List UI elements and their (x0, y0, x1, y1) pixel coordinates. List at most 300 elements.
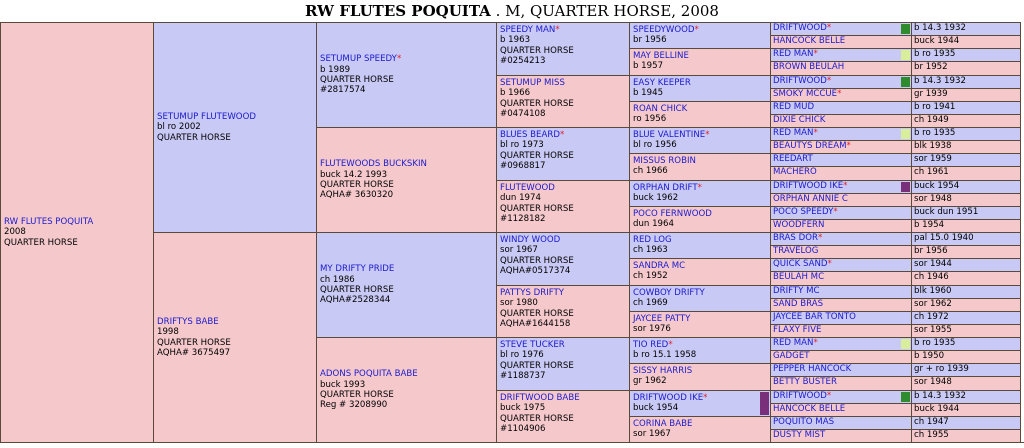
horse-name-link[interactable]: HANCOCK BELLE (773, 404, 846, 414)
horse-name-line (500, 393, 626, 403)
star-marker: * (813, 128, 818, 138)
horse-info-line: sor 1976 (633, 324, 671, 335)
pedigree-cell-great-grandparent (496, 22, 630, 76)
pedigree-cell-gen6-info (911, 180, 1021, 194)
horse-info-line: AQHA#2528344 (320, 295, 391, 306)
horse-name-link[interactable]: DIXIE CHICK (773, 115, 826, 125)
pedigree-cell-gen5 (629, 232, 771, 259)
horse-info-line: dun 1964 (633, 219, 674, 230)
pedigree-cell-content (500, 130, 626, 172)
horse-name-link[interactable]: COWBOY DRIFTY (633, 288, 705, 298)
pedigree-cell-content (320, 369, 493, 411)
horse-info-line: Reg # 3208990 (320, 400, 388, 411)
horse-info-line: b 1963 (500, 35, 531, 46)
horse-info-line: sor 1944 (914, 259, 952, 269)
horse-info-line: AQHA# 3675497 (157, 347, 231, 358)
pedigree-cell-gen6-info (911, 271, 1021, 286)
horse-name-link[interactable]: PATTYS DRIFTY (500, 288, 565, 298)
pedigree-cell-content (500, 340, 626, 382)
pedigree-cell-gen6-name (770, 258, 912, 272)
pedigree-cell-gen6-name (770, 350, 912, 364)
horse-name-link[interactable]: FLUTEWOODS BUCKSKIN (320, 159, 427, 170)
horse-info-line: ch 1955 (914, 430, 949, 440)
horse-info-line: br 1956 (633, 35, 667, 46)
pedigree-cell-content (320, 264, 493, 306)
pedigree-cell-gen6-name (770, 48, 912, 62)
horse-info-line: sor 1962 (914, 299, 952, 309)
horse-name-link[interactable]: RW FLUTES POQUITA (4, 216, 94, 227)
star-marker: * (555, 25, 560, 35)
horse-name-link[interactable]: STEVE TUCKER (500, 340, 565, 350)
horse-name-link[interactable]: RED MAN (773, 49, 814, 59)
horse-info-line: #0474108 (500, 109, 546, 120)
pedigree-cell-gen6-name (770, 22, 912, 36)
pedigree-cell-gen6-name (770, 285, 912, 299)
horse-name-link[interactable]: RED MAN (773, 338, 814, 348)
pedigree-cell-content (157, 112, 313, 143)
pedigree-cell-gen6-name (770, 114, 912, 128)
horse-name-link[interactable]: BETTY BUSTER (773, 377, 837, 387)
horse-info-line: ch 1961 (914, 167, 949, 177)
pedigree-cell-gen6-info (911, 22, 1021, 36)
star-marker: * (694, 25, 699, 35)
horse-name-link[interactable]: JAYCEE BAR TONTO (773, 312, 856, 322)
pedigree-cell-content (633, 235, 767, 256)
pedigree-cell-gen6-info (911, 35, 1021, 49)
pedigree-cell-gen6-info (911, 403, 1021, 417)
horse-name-link[interactable]: TIO RED (633, 340, 669, 350)
pedigree-cell-gen5 (629, 258, 771, 286)
horse-name-line (500, 288, 626, 298)
pedigree-cell-gen6-info (911, 245, 1021, 259)
horse-name-link[interactable]: POCO FERNWOOD (633, 209, 712, 219)
horse-name-link[interactable]: HANCOCK BELLE (773, 36, 846, 46)
horse-name-line (633, 51, 767, 61)
horse-info-line: dun 1974 (500, 193, 541, 204)
horse-info-line: QUARTER HORSE (157, 337, 231, 348)
horse-name-link[interactable]: DRIFTY MC (773, 286, 820, 296)
pedigree-cell-gen6-name (770, 363, 912, 377)
horse-info-line: #0968817 (500, 161, 546, 172)
horse-name-line (633, 419, 767, 429)
horse-info-line: b ro 1935 (914, 49, 956, 59)
horse-details-title: . M, QUARTER HORSE, 2008 (490, 2, 719, 20)
pedigree-cell-gen6-info (911, 206, 1021, 220)
horse-name-line (320, 264, 493, 274)
pedigree-cell-content (4, 217, 150, 248)
horse-info-line: #1128182 (500, 214, 546, 225)
horse-name-link[interactable]: GADGET (773, 351, 810, 361)
horse-name-line (633, 261, 767, 271)
horse-name-line (500, 183, 626, 193)
pedigree-cell-gen5 (629, 206, 771, 233)
horse-name-line (500, 130, 626, 140)
pedigree-cell-great-grandparent (496, 285, 630, 338)
pedigree-cell-gen5 (629, 75, 771, 102)
horse-info-line: pal 15.0 1940 (914, 233, 974, 243)
horse-info-line: QUARTER HORSE (500, 413, 574, 424)
horse-name-line (633, 340, 767, 350)
horse-name-link[interactable]: TRAVELOG (773, 246, 819, 256)
pedigree-cell-gen6-name (770, 376, 912, 391)
horse-info-line: buck 14.2 1993 (320, 169, 388, 180)
pedigree-cell-gen6-name (770, 298, 912, 312)
pedigree-cell-subject (0, 22, 154, 443)
star-marker: * (813, 338, 818, 348)
horse-name-link[interactable]: DRIFTWOOD BABE (500, 393, 580, 403)
pedigree-cell-gen6-name (770, 271, 912, 286)
horse-info-line: gr + ro 1939 (914, 364, 969, 374)
horse-name-link[interactable]: SPEEDY MAN (500, 25, 556, 35)
horse-info-line: buck 1944 (914, 404, 960, 414)
pedigree-cell-parent (153, 232, 317, 443)
pedigree-cell-gen5 (629, 390, 771, 417)
pedigree-cell-gen6-info (911, 416, 1021, 430)
color-swatch (901, 339, 910, 349)
horse-info-line: b 14.3 1932 (914, 23, 966, 33)
horse-name-link[interactable]: WOODFERN (773, 220, 825, 230)
horse-name-line (633, 393, 767, 403)
horse-name-link[interactable]: EASY KEEPER (633, 78, 691, 88)
horse-name-link[interactable]: QUICK SAND (773, 259, 828, 269)
pedigree-cell-gen5 (629, 153, 771, 181)
horse-info-line: QUARTER HORSE (500, 150, 574, 161)
pedigree-cell-gen6-info (911, 363, 1021, 377)
horse-name-link[interactable]: SMOKY MCCUE (773, 89, 838, 99)
horse-info-line: 1998 (157, 327, 179, 338)
horse-name-link[interactable]: SANDRA MC (633, 261, 686, 271)
pedigree-cell-gen6-name (770, 75, 912, 89)
horse-name-line (633, 235, 767, 245)
pedigree-cell-content (633, 314, 767, 335)
horse-info-line: br 1952 (914, 62, 948, 72)
horse-info-line: buck 1954 (914, 181, 960, 191)
horse-name-link[interactable]: MACHERO (773, 167, 817, 177)
pedigree-cell-gen6-name (770, 206, 912, 220)
horse-name-line (320, 369, 493, 379)
horse-info-line: buck 1975 (500, 403, 546, 414)
horse-name-link[interactable]: JAYCEE PATTY (633, 314, 691, 324)
horse-info-line: sor 1980 (500, 298, 538, 309)
horse-name-line (633, 130, 767, 140)
horse-info-line: AQHA#0517374 (500, 266, 571, 277)
horse-info-line: b ro 1935 (914, 128, 956, 138)
pedigree-cell-gen6-info (911, 127, 1021, 141)
pedigree-cell-great-grandparent (496, 75, 630, 128)
pedigree-cell-parent (153, 22, 317, 233)
horse-info-line: sor 1959 (914, 154, 952, 164)
horse-info-line: b 1966 (500, 88, 531, 99)
pedigree-cell-gen6-info (911, 193, 1021, 207)
horse-info-line: b 1989 (320, 64, 351, 75)
pedigree-cell-content (500, 183, 626, 225)
star-marker: * (827, 259, 832, 269)
horse-name-line (157, 112, 313, 122)
star-marker: * (826, 76, 832, 86)
pedigree-cell-great-grandparent (496, 390, 630, 443)
pedigree-cell-content (633, 78, 767, 99)
star-marker: * (826, 23, 832, 33)
horse-name-title: RW FLUTES POQUITA (305, 2, 491, 20)
pedigree-cell-gen6-info (911, 311, 1021, 325)
horse-name-link[interactable]: DRIFTWOOD (773, 391, 827, 401)
pedigree-cell-gen6-name (770, 193, 912, 207)
pedigree-cell-great-grandparent (496, 232, 630, 286)
horse-info-line: QUARTER HORSE (320, 75, 394, 85)
horse-name-link[interactable]: SAND BRAS (773, 299, 824, 309)
pedigree-cell-content (633, 419, 767, 440)
pedigree-cell-content (500, 235, 626, 277)
horse-info-line: b 14.3 1932 (914, 391, 966, 401)
horse-info-line: buck dun 1951 (914, 207, 979, 217)
pedigree-cell-content (633, 130, 767, 151)
pedigree-cell-gen5 (629, 127, 771, 154)
horse-name-line (500, 25, 626, 35)
star-marker: * (843, 181, 848, 191)
horse-name-link[interactable]: ROAN CHICK (633, 104, 688, 114)
horse-info-line: blk 1938 (914, 141, 952, 151)
horse-name-line (633, 25, 767, 35)
star-marker: * (559, 130, 565, 140)
horse-info-line: #0254213 (500, 56, 546, 67)
horse-info-line: bl ro 1973 (500, 140, 544, 151)
horse-name-link[interactable]: BLUES BEARD (500, 130, 560, 140)
horse-name-link[interactable]: SETUMUP FLUTEWOOD (157, 111, 256, 122)
pedigree-cell-gen6-name (770, 324, 912, 338)
pedigree-cell-content (500, 393, 626, 435)
horse-name-link[interactable]: ORPHAN DRIFT (633, 183, 698, 193)
pedigree-cell-gen6-info (911, 61, 1021, 76)
horse-info-line: 2008 (4, 227, 26, 238)
pedigree-cell-gen6-info (911, 258, 1021, 272)
pedigree-cell-great-grandparent (496, 337, 630, 391)
pedigree-cell-gen6-info (911, 324, 1021, 338)
horse-info-line: b ro 1941 (914, 102, 956, 112)
pedigree-cell-content (500, 78, 626, 120)
pedigree-cell-gen6-name (770, 166, 912, 181)
horse-info-line: QUARTER HORSE (320, 390, 394, 400)
horse-name-link[interactable]: ORPHAN ANNIE C (773, 194, 848, 204)
horse-name-link[interactable]: SETUMUP SPEEDY (320, 54, 397, 65)
star-marker: * (833, 207, 838, 217)
pedigree-cell-gen5 (629, 285, 771, 312)
horse-info-line: buck 1944 (914, 36, 960, 46)
horse-name-link[interactable]: PEPPER HANCOCK (773, 364, 852, 374)
horse-name-link[interactable]: RED LOG (633, 235, 672, 245)
pedigree-cell-gen5 (629, 180, 771, 207)
horse-name-line (4, 217, 150, 227)
pedigree-cell-content (633, 51, 767, 72)
color-swatch (901, 182, 910, 192)
pedigree-cell-grandparent (316, 337, 497, 443)
pedigree-cell-gen6-name (770, 403, 912, 417)
pedigree-cell-content (633, 288, 767, 309)
horse-info-line: buck 1993 (320, 379, 366, 390)
pedigree-cell-gen6-name (770, 390, 912, 404)
horse-info-line: gr 1962 (633, 376, 667, 387)
horse-name-line (633, 366, 767, 376)
star-marker: * (668, 340, 673, 350)
horse-info-line: b 14.3 1932 (914, 76, 966, 86)
horse-info-line: sor 1955 (914, 325, 952, 335)
horse-name-link[interactable]: POCO SPEEDY (773, 207, 834, 217)
pedigree-cell-great-grandparent (496, 127, 630, 181)
horse-info-line: blk 1960 (914, 286, 952, 296)
star-marker: * (846, 141, 851, 151)
horse-info-line: bl ro 1956 (633, 140, 677, 151)
pedigree-cell-gen6-name (770, 35, 912, 49)
pedigree-cell-gen6-name (770, 88, 912, 102)
horse-name-line (633, 209, 767, 219)
horse-name-link[interactable]: SPEEDYWOOD (633, 25, 695, 35)
horse-info-line: buck 1954 (633, 403, 679, 414)
pedigree-cell-gen6-info (911, 114, 1021, 128)
star-marker: * (813, 49, 818, 59)
horse-name-link[interactable]: BEAUTYS DREAM (773, 141, 847, 151)
horse-name-line (320, 54, 493, 64)
pedigree-cell-gen5 (629, 22, 771, 49)
horse-name-link[interactable]: DRIFTWOOD (773, 76, 827, 86)
pedigree-cell-gen6-name (770, 311, 912, 325)
pedigree-cell-gen5 (629, 101, 771, 128)
pedigree-cell-content (320, 54, 493, 96)
star-marker: * (837, 89, 842, 99)
pedigree-cell-gen6-name (770, 61, 912, 76)
horse-info-line: ch 1963 (633, 245, 668, 256)
horse-name-link[interactable]: MY DRIFTY PRIDE (320, 264, 395, 275)
pedigree-cell-gen6-info (911, 88, 1021, 102)
horse-name-link[interactable]: CORINA BABE (633, 419, 693, 429)
pedigree-cell-gen6-name (770, 127, 912, 141)
horse-name-line (633, 288, 767, 298)
horse-name-link[interactable]: BLUE VALENTINE (633, 130, 706, 140)
horse-info-line: sor 1967 (633, 429, 671, 440)
horse-name-link[interactable]: MISSUS ROBIN (633, 156, 696, 166)
horse-info-line: ch 1986 (320, 274, 355, 285)
pedigree-cell-grandparent (316, 127, 497, 233)
pedigree-cell-gen6-name (770, 219, 912, 233)
star-marker: * (826, 391, 832, 401)
horse-name-link[interactable]: DRIFTWOOD IKE (633, 393, 704, 403)
pedigree-cell-gen5 (629, 311, 771, 338)
horse-name-link[interactable]: DRIFTWOOD (773, 23, 827, 33)
color-swatch (901, 77, 910, 87)
horse-name-link[interactable]: DUSTY MIST (773, 430, 826, 440)
pedigree-cell-grandparent (316, 22, 497, 128)
horse-name-link[interactable]: RED MUD (773, 102, 815, 112)
horse-name-link[interactable]: POQUITO MAS (773, 417, 835, 427)
horse-name-link[interactable]: DRIFTWOOD IKE (773, 181, 844, 191)
pedigree-cell-gen6-info (911, 337, 1021, 351)
horse-info-line: AQHA# 3630320 (320, 190, 394, 201)
horse-info-line: sor 1948 (914, 377, 952, 387)
horse-info-line: #1188737 (500, 371, 546, 382)
pedigree-cell-gen6-info (911, 350, 1021, 364)
pedigree-cell-gen6-name (770, 153, 912, 167)
pedigree-cell-gen6-name (770, 245, 912, 259)
pedigree-cell-gen5 (629, 337, 771, 364)
pedigree-cell-gen6-info (911, 48, 1021, 62)
horse-info-line: AQHA#1644158 (500, 319, 571, 330)
pedigree-cell-gen6-info (911, 285, 1021, 299)
horse-info-line: ch 1969 (633, 298, 668, 309)
horse-name-link[interactable]: DRIFTYS BABE (157, 316, 219, 327)
pedigree-cell-content (633, 104, 767, 125)
horse-name-link[interactable]: SISSY HARRIS (633, 366, 693, 376)
pedigree-cell-gen6-name (770, 140, 912, 154)
color-swatch (760, 392, 769, 415)
pedigree-cell-grandparent (316, 232, 497, 338)
horse-name-line (633, 104, 767, 114)
horse-name-link[interactable]: REEDART (773, 154, 813, 164)
horse-name-link[interactable]: WINDY WOOD (500, 235, 561, 245)
horse-info-line: b ro 1935 (914, 338, 956, 348)
horse-name-line (633, 156, 767, 166)
horse-name-link[interactable]: BRAS DOR (773, 233, 818, 243)
pedigree-cell-content (633, 209, 767, 230)
pedigree-cell-content (633, 25, 767, 46)
color-swatch (901, 50, 910, 60)
star-marker: * (396, 54, 402, 65)
horse-name-line (500, 340, 626, 350)
pedigree-cell-content (500, 25, 626, 67)
horse-info-line: buck 1962 (633, 193, 679, 204)
pedigree-cell-content (633, 156, 767, 177)
horse-name-link[interactable]: FLAXY FIVE (773, 325, 822, 335)
star-marker: * (705, 130, 710, 140)
horse-info-line: QUARTER HORSE (500, 255, 574, 266)
horse-name-line (633, 78, 767, 88)
horse-info-line: ch 1946 (914, 272, 949, 282)
horse-name-link[interactable]: SETUMUP MISS (500, 78, 565, 88)
pedigree-cell-gen6-info (911, 75, 1021, 89)
horse-name-link[interactable]: BEULAH MC (773, 272, 825, 282)
pedigree-cell-gen5 (629, 416, 771, 443)
horse-info-line: #1104906 (500, 424, 546, 435)
pedigree-cell-content (633, 183, 767, 204)
horse-name-link[interactable]: RED MAN (773, 128, 814, 138)
pedigree-cell-content (633, 366, 767, 387)
pedigree-cell-gen6-info (911, 219, 1021, 233)
horse-info-line: ch 1966 (633, 166, 668, 177)
pedigree-cell-content (633, 340, 767, 361)
horse-info-line: QUARTER HORSE (320, 285, 394, 295)
chart-bottom-border (0, 442, 1024, 443)
horse-info-line: QUARTER HORSE (157, 132, 231, 143)
horse-name-link[interactable]: MAY BELLINE (633, 51, 689, 61)
pedigree-cell-gen6-info (911, 390, 1021, 404)
color-swatch (901, 129, 910, 139)
horse-info-line: br 1956 (914, 246, 948, 256)
horse-info-line: QUARTER HORSE (500, 98, 574, 109)
pedigree-cell-gen6-info (911, 376, 1021, 391)
color-swatch (901, 392, 910, 402)
horse-info-line: QUARTER HORSE (320, 180, 394, 190)
pedigree-cell-gen6-name (770, 429, 912, 443)
horse-info-line: b 1957 (633, 61, 664, 72)
horse-name-link[interactable]: ADONS POQUITA BABE (320, 369, 418, 380)
horse-info-line: QUARTER HORSE (500, 308, 574, 319)
pedigree-cell-content (633, 393, 767, 414)
horse-name-link[interactable]: BROWN BEULAH (773, 62, 845, 72)
horse-info-line: QUARTER HORSE (500, 45, 574, 56)
horse-info-line: b 1954 (914, 220, 945, 230)
horse-name-link[interactable]: FLUTEWOOD (500, 183, 555, 193)
pedigree-cell-gen5 (629, 48, 771, 76)
horse-info-line: #2817574 (320, 85, 366, 96)
pedigree-cell-content (157, 317, 313, 359)
pedigree-cell-gen5 (629, 363, 771, 391)
